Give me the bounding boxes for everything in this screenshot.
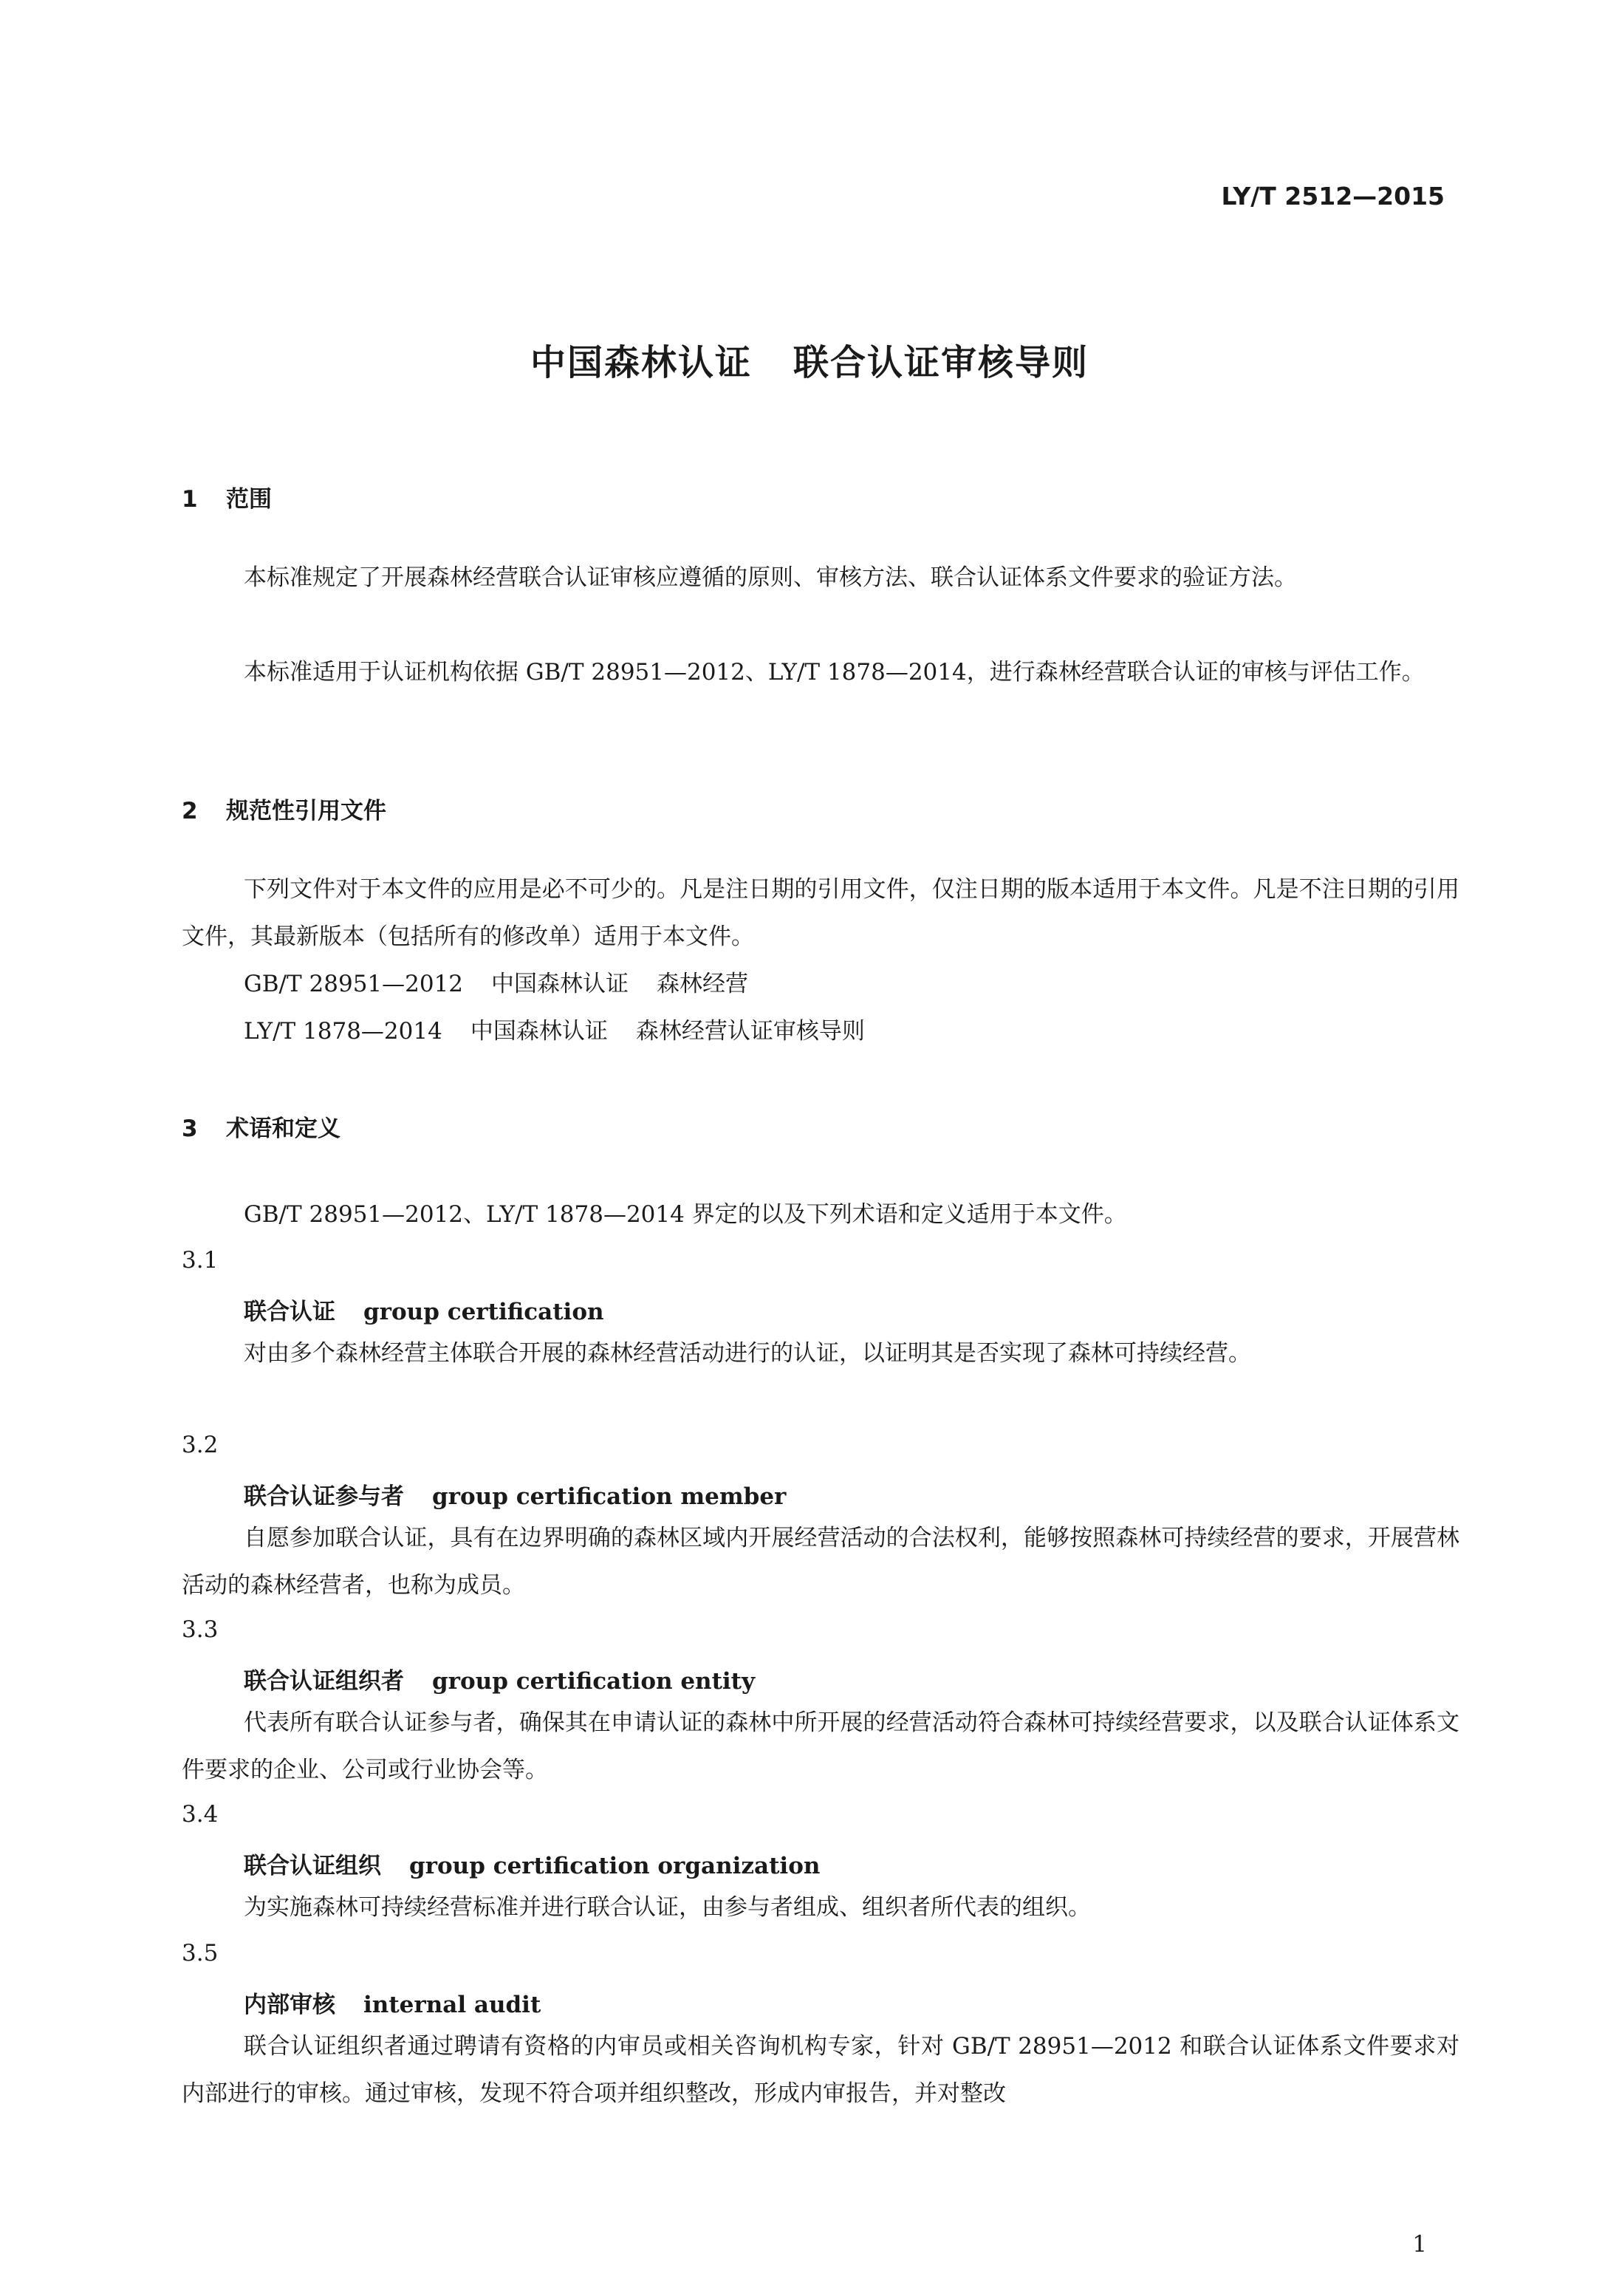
term-heading <box>244 1662 755 1695</box>
term-definition: 代表所有联合认证参与者，确保其在申请认证的森林中所开展的经营活动符合森林可持续经营要求，以及联合认证体系文件要求的企业、公司或行业协会等。 <box>182 1709 1459 1783</box>
document-title <box>0 334 1619 385</box>
section-1-paragraph-2: 本标准适用于认证机构依据 GB/T 28951—2012、LY/T 1878—2014，进行森林经营联合认证的审核与评估工作。 <box>244 659 1425 686</box>
section-title: 规范性引用文件 <box>226 798 386 824</box>
reference-item <box>244 960 748 1008</box>
term-en: internal audit <box>363 1992 541 2018</box>
term-heading <box>244 1847 820 1880</box>
term-heading <box>244 1986 541 2019</box>
section-2-heading <box>182 792 386 825</box>
term-zh: 联合认证组织者 <box>244 1668 404 1695</box>
standard-number: LY/T 2512—2015 <box>1221 182 1445 211</box>
term-en: group certification <box>363 1299 604 1325</box>
section-2-paragraph-1: 下列文件对于本文件的应用是必不可少的。凡是注日期的引用文件，仅注日期的版本适用于本文件。凡是不注日期的引用文件，其最新版本（包括所有的修改单）适用于本文件。 <box>182 876 1459 950</box>
term-zh: 内部审核 <box>244 1992 335 2018</box>
page-number: 1 <box>1412 2231 1427 2258</box>
reference-name-a: 中国森林认证 <box>491 971 629 997</box>
term-definition: 自愿参加联合认证，具有在边界明确的森林区域内开展经营活动的合法权利，能够按照森林可持续经营的要求，开展营林活动的森林经营者，也称为成员。 <box>182 1525 1459 1599</box>
section-3-paragraph-1: GB/T 28951—2012、LY/T 1878—2014 界定的以及下列术语和定义适用于本文件。 <box>244 1201 1127 1228</box>
clause-number: 3.5 <box>182 1940 219 1967</box>
term-heading <box>244 1477 786 1511</box>
section-1-heading <box>182 480 272 513</box>
clause-number: 3.4 <box>182 1801 219 1828</box>
term-zh: 联合认证 <box>244 1299 335 1325</box>
reference-name-b: 森林经营 <box>657 971 749 997</box>
term-definition: 对由多个森林经营主体联合开展的森林经营活动进行的认证，以证明其是否实现了森林可持续经营。 <box>244 1340 1251 1367</box>
clause-number: 3.3 <box>182 1616 219 1643</box>
clause-number: 3.2 <box>182 1432 219 1458</box>
term-definition: 联合认证组织者通过聘请有资格的内审员或相关咨询机构专家，针对 GB/T 28951—2012 和联合认证体系文件要求对内部进行的审核。通过审核，发现不符合项并组织整改，形成内审报告，并对整改 <box>182 2033 1459 2107</box>
term-en: group certification member <box>432 1483 787 1510</box>
term-zh: 联合认证组织 <box>244 1853 381 1879</box>
section-number: 3 <box>182 1115 198 1142</box>
reference-code: GB/T 28951—2012 <box>244 971 464 997</box>
section-title: 术语和定义 <box>226 1115 340 1142</box>
section-1-paragraph-1: 本标准规定了开展森林经营联合认证审核应遵循的原则、审核方法、联合认证体系文件要求的验证方法。 <box>244 564 1297 591</box>
reference-name-a: 中国森林认证 <box>470 1018 608 1045</box>
term-definition: 为实施森林可持续经营标准并进行联合认证，由参与者组成、组织者所代表的组织。 <box>244 1894 1091 1921</box>
section-3-heading <box>182 1110 340 1143</box>
section-number: 2 <box>182 798 198 824</box>
title-part-2: 联合认证审核导则 <box>793 342 1089 383</box>
section-title: 范围 <box>226 486 272 513</box>
reference-item <box>244 1008 865 1055</box>
reference-name-b: 森林经营认证审核导则 <box>635 1018 865 1045</box>
title-part-1: 中国森林认证 <box>530 342 752 383</box>
term-zh: 联合认证参与者 <box>244 1483 404 1510</box>
reference-code: LY/T 1878—2014 <box>244 1018 442 1045</box>
section-number: 1 <box>182 486 198 513</box>
term-en: group certification entity <box>432 1668 756 1695</box>
term-en: group certification organization <box>409 1853 821 1879</box>
term-heading <box>244 1293 604 1326</box>
clause-number: 3.1 <box>182 1247 219 1274</box>
